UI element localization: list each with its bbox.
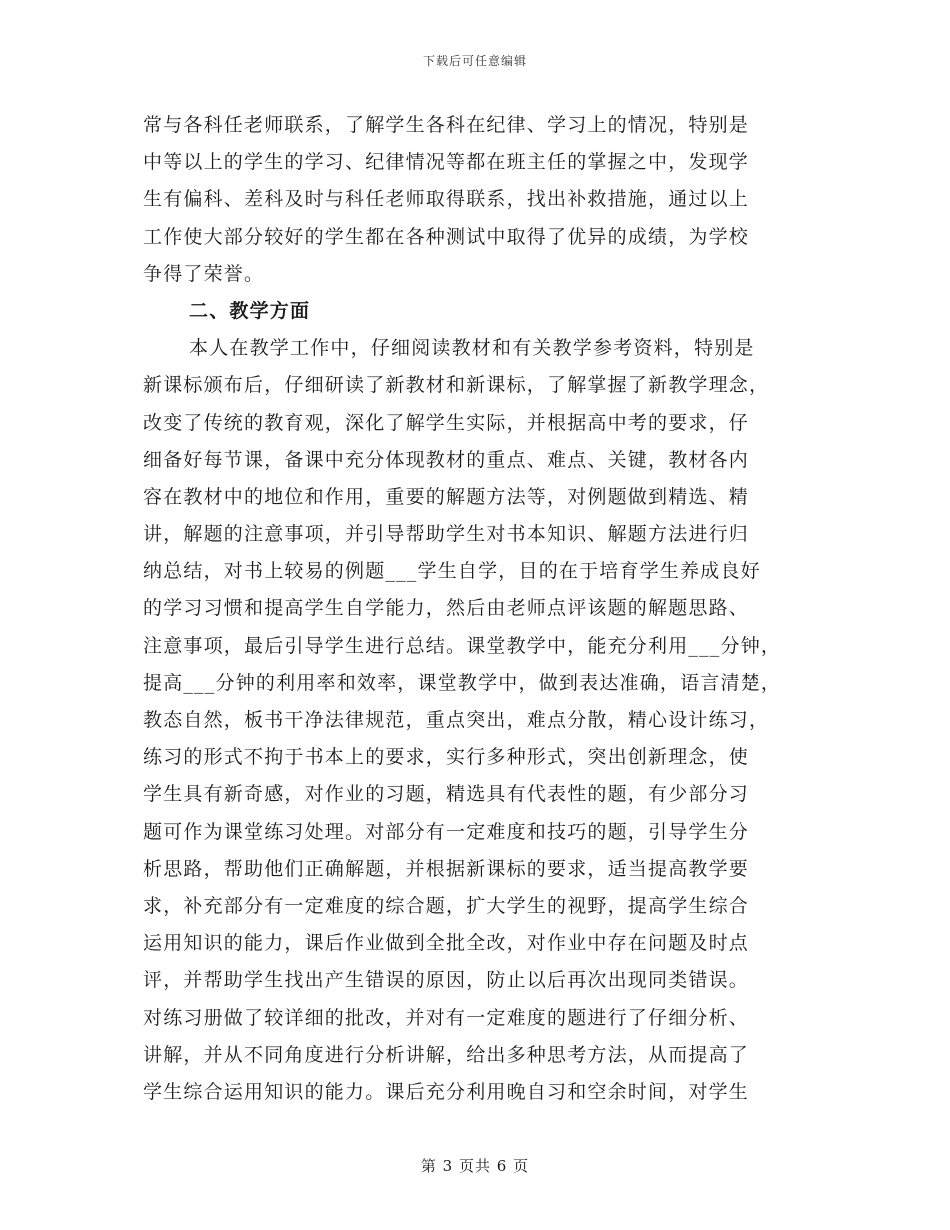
text-line: 争得了荣誉。: [143, 262, 265, 285]
text-line: 对练习册做了较详细的批改，并对有一定难度的题进行了仔细分析、: [143, 1006, 750, 1029]
text-line: 常与各科任老师联系，了解学生各科在纪律、学习上的情况，特别是: [143, 114, 750, 136]
text-line: 中等以上的学生的学习、纪律情况等都在班主任的掌握之中，发现学: [143, 151, 750, 174]
text-line: 评，并帮助学生找出产生错误的原因，防止以后再次出现同类错误。: [143, 969, 750, 992]
text-line: 教态自然，板书干净法律规范，重点突出，难点分散，精心设计练习，: [143, 709, 770, 731]
text-line: 注意事项，最后引导学生进行总结。课堂教学中，能充分利用___分钟，: [143, 634, 782, 657]
text-line: 细备好每节课，备课中充分体现教材的重点、难点、关键，教材各内: [143, 448, 750, 471]
text-line: 的学习习惯和提高学生自学能力，然后由老师点评该题的解题思路、: [143, 597, 750, 620]
paragraph-first-line: 本人在教学工作中，仔细阅读教材和有关教学参考资料，特别是: [189, 337, 755, 360]
text-line: 新课标颁布后，仔细研读了新教材和新课标，了解掌握了新教学理念，: [143, 374, 770, 397]
page-number: 第 3 页共 6 页: [420, 1157, 530, 1175]
text-line: 工作使大部分较好的学生都在各种测试中取得了优异的成绩，为学校: [143, 225, 750, 248]
document-body: [143, 107, 813, 1111]
text-line: 题可作为课堂练习处理。对部分有一定难度和技巧的题，引导学生分: [143, 820, 750, 843]
text-line: 练习的形式不拘于书本上的要求，实行多种形式，突出创新理念，使: [143, 746, 750, 769]
text-line: 生有偏科、差科及时与科任老师取得联系，找出补救措施，通过以上: [143, 188, 750, 211]
text-line: 纳总结，对书上较易的例题___学生自学，目的在于培育学生养成良好: [143, 560, 761, 583]
section-heading: 二、教学方面: [189, 299, 311, 322]
text-line: 容在教材中的地位和作用，重要的解题方法等，对例题做到精选、精: [143, 485, 750, 508]
text-line: 提高___分钟的利用率和效率，课堂教学中，做到表达准确，语言清楚，: [143, 671, 782, 694]
text-line: 讲解，并从不同角度进行分析讲解，给出多种思考方法，从而提高了: [143, 1043, 750, 1066]
page-header: 下载后可任意编辑: [422, 54, 527, 68]
text-line: 改变了传统的教育观，深化了解学生实际，并根据高中考的要求，仔: [143, 411, 750, 434]
text-line: 学生综合运用知识的能力。课后充分利用晚自习和空余时间，对学生: [143, 1080, 750, 1103]
text-line: 析思路，帮助他们正确解题，并根据新课标的要求，适当提高教学要: [143, 857, 750, 880]
text-line: 学生具有新奇感，对作业的习题，精选具有代表性的题，有少部分习: [143, 783, 750, 806]
text-line: 讲，解题的注意事项，并引导帮助学生对书本知识、解题方法进行归: [143, 523, 750, 546]
text-line: 运用知识的能力，课后作业做到全批全改，对作业中存在问题及时点: [143, 932, 750, 955]
text-line: 求，补充部分有一定难度的综合题，扩大学生的视野，提高学生综合: [143, 894, 750, 917]
